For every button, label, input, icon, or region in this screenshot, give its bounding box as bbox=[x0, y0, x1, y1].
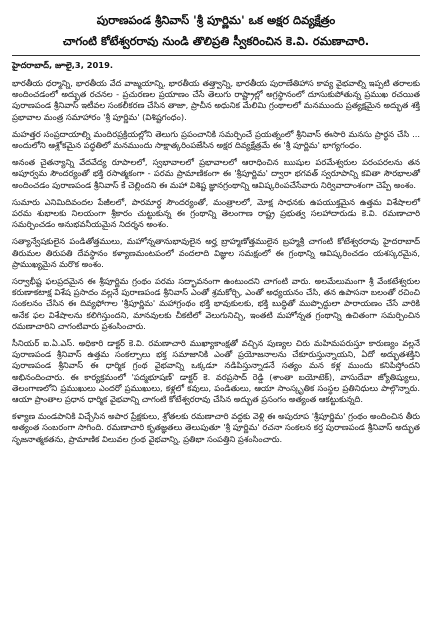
paragraph-5: సత్యాన్వేషకులైన పండితోత్తములు, మహోన్నతానుభావులైన అర్హ బ్రాహ్మణోత్తములైన బ్రహ్మశ్రీ చాగంటి కోటేశ్వరరావు హైదరాబాద్ తిరుమల తిరుపతి దేవస్థానం కళ్యాణమంటపంలో వందలాది విజ్ఞుల సమక్షంలో ఈ గ్రంథాన్ని ఆవిష్కరించడం యశస్కరమైన, ప్రాముఖ్యమైన మరొక అంశం. bbox=[12, 236, 420, 269]
paragraph-7: సీనియర్ ఐ.ఏ.ఎస్. అధికారి డాక్టర్ కె.వి. రమణాచారి ముఖ్యాకాంక్షతో వచ్చిన పుణ్యల చిరు మహిమపరుస్తూ కారుణ్యం వల్లనే పురాణపండ శ్రీనివాస్ ఉత్తమ సంకల్పాలు భక్త సమాజానికి ఎంతో ప్రయోజనాలను చేకూరుస్తున్నాయని, ఏదో అద్భుతశక్తిని పురాణపండ శ్రీనివాస్ ఈ ధార్మిక గ్రంథ వైభవాన్ని ఒక్కడూ నడిపిస్తున్నాడనే సత్యం మన కళ్ల ముందు కనిపిస్తోందని అభినందించారు. ఈ కార్యక్రమంలో 'పద్మభూషణ్' డాక్టర్ కె. వరప్రసాద్ రెడ్డి (శాంతా బయోటెక్), వాసుదేవా జ్యోతిష్యులు, తెలంగాణలోని ప్రముఖులు ఎందరో ప్రముఖులు, కళ్లలో కవులు, పండితులు, ఆయా సాంస్కృతిక సంస్థల ప్రతినిధులు పాల్గొన్నారు. ఆయా ప్రాంతాల ప్రధాన ధార్మిక వైభవాన్ని చాగంటి కోటేశ్వరరావు చేసిన అద్భుత ప్రసంగం అత్యంత ఆకట్టుకున్నది. bbox=[12, 338, 420, 405]
paragraph-6: సర్వాభీష్ట ఫలప్రదమైన ఈ శ్రీపూర్ణిమ గ్రంథం పరమ సద్భావనంగా ఉంటుందని చాగంటి వారు. అలమేలుమంగా శ్రీ వేంకటేశ్వరుల కరుణాకటాక్ష విశేష ప్రసాదం వల్లనే పురాణపండ శ్రీనివాస్ ఎంతో శ్రమకోర్చి, ఎంతో అధ్యయనం చేసి, తన ఉపాసనా బలంతో రచించి సంకలనం చేసిన ఈ దివ్యఫోగాల 'శ్రీపూర్ణిమ' మహాగ్రంథం భక్తి భావుకులకు, భక్తి బుద్ధితో ముప్పొద్దులా పారాయణం చేసే వారికి అనేక ఫల విశేషాలను కలిగిస్తుందని, మానవులకు చీకటిలో వెలుగునిచ్చి, ఇంతటి మహోన్నత గ్రంథాన్ని ఉచితంగా సమర్పించిన రమణాచారిని చాగంటివారు ప్రశంసించారు. bbox=[12, 276, 420, 331]
headline-line-2: చాగంటి కోటేశ్వరరావు నుండి తొలిప్రతి స్వీకరించిన కె.వి. రమణాచారి. bbox=[62, 34, 370, 48]
paragraph-3: అనంత చైతన్యాన్ని వేదవేద్య రూపాలలో, స్వభావాలలో ప్రభావాలలో ఆరాధించిన ఋషుల పరమేశ్వరుల పరంపరలను తన అపూర్వమ సౌందర్యంతో భక్తి రసాత్మకంగా - పరమ ప్రామాణికంగా ఈ 'శ్రీపూర్ణిమ' ద్వారా భగవత్ స్వరూపాన్ని కవితా సౌరభాలతో అందించడం పురాణపండ శ్రీనివాస్ కే చెల్లిందని ఈ మహా విశిష్ట జ్ఞానగ్రంథాన్ని ఆవిష్కరింపచేసేవారు నిర్వివాదాంశంగా చెప్పే అంశం. bbox=[12, 157, 420, 190]
paragraph-2: మహత్తర సంప్రదాయాల్ని మందిరప్రక్రియల్లోని తెలుగు ప్రపంచానికి సమర్పించే ప్రయత్నంలో శ్రీనివాస్ ఈసారి మనసు ప్రార్థన చేసి ... అందులోని ఆశ్లోకమైన పద్ధతిలో మనముందు సాక్షాత్కరింపజేసిన అక్షర దివ్యక్షేత్రమే ఈ 'శ్రీ పూర్ణిమ' భాగ్యగంధం. bbox=[12, 128, 420, 151]
headline-line-1: పురాణపండ శ్రీనివాస్ 'శ్రీ పూర్ణిమ' ఒక అక్షర దివ్యక్షేత్రం bbox=[96, 13, 336, 27]
dateline: హైదరాబాద్, జూలై,3, 2019. bbox=[12, 60, 113, 70]
header-divider bbox=[12, 55, 420, 56]
paragraph-1: భారతీయ ధర్మాన్ని, భారతీయ వేద వాఙ్మయాన్ని, భారతీయ తత్త్వాన్ని, భారతీయ పురాణేతిహాస కావ్య వైభవాల్ని ఇప్పటి తరాలకు అందించడంలో అద్భుత రచనల - ప్రచురణల ప్రయాణం చేసే తెలుగు రాష్ట్రాల్లో అగ్రస్థానంలో దూసుకుపోతున్న ప్రముఖ రచయిత పురాణపండ శ్రీనివాస్ ఇటీవల సంకలీకరణ చేసిన తాజా, ప్రాచీన అధునిక మేలిమి గ్రంథాలలో మనముందు ప్రత్యక్షమైన అద్భుత శక్తి ప్రభావాల మంత్ర సమాహారం 'శ్రీ పూర్ణిమ' (విశిష్టగంధం). bbox=[12, 78, 420, 122]
paragraph-4: సుమారు ఎనిమిదివందల పేజీలలో, పారమార్థ సౌందర్యంతో, మంత్రాలలో, మోక్ష సాధనకు ఉపయుక్తమైన ఉత్తమ విశేషాలలో పరమ శుభాలకు నిలయంగా శ్రీకారం చుట్టుకున్న ఈ గ్రంథాన్ని తెలంగాణ రాష్ట్ర ప్రభుత్వ సలహాదారుడు కె.వి. రమణాచారి సమర్పించడం అనుభవనీయమైన నిదర్శన అంశం. bbox=[12, 196, 420, 230]
paragraph-8: కళ్యాణ మండపానికి విచ్చేసిన అపార ప్రేక్షకులు, శ్రోతలకు రమణాచారి వద్దకు వెళ్లి ఈ అపురూప 'శ్రీపూర్ణిమ' గ్రంథం అందించిన తీరు అత్యంత సంబరంగా సాగింది. రమణాచారి కృతజ్ఞతలు తెలుపుతూ 'శ్రీ పూర్ణిమ' రచనా సంకలన కర్త పురాణపండ శ్రీనివాస్ అద్భుత సృజనాత్మకతను, ప్రామాణిక విలువల గ్రంథ వైభవాన్ని, ప్రతిభా సంపత్తిని ప్రశంసించారు. bbox=[12, 411, 420, 444]
